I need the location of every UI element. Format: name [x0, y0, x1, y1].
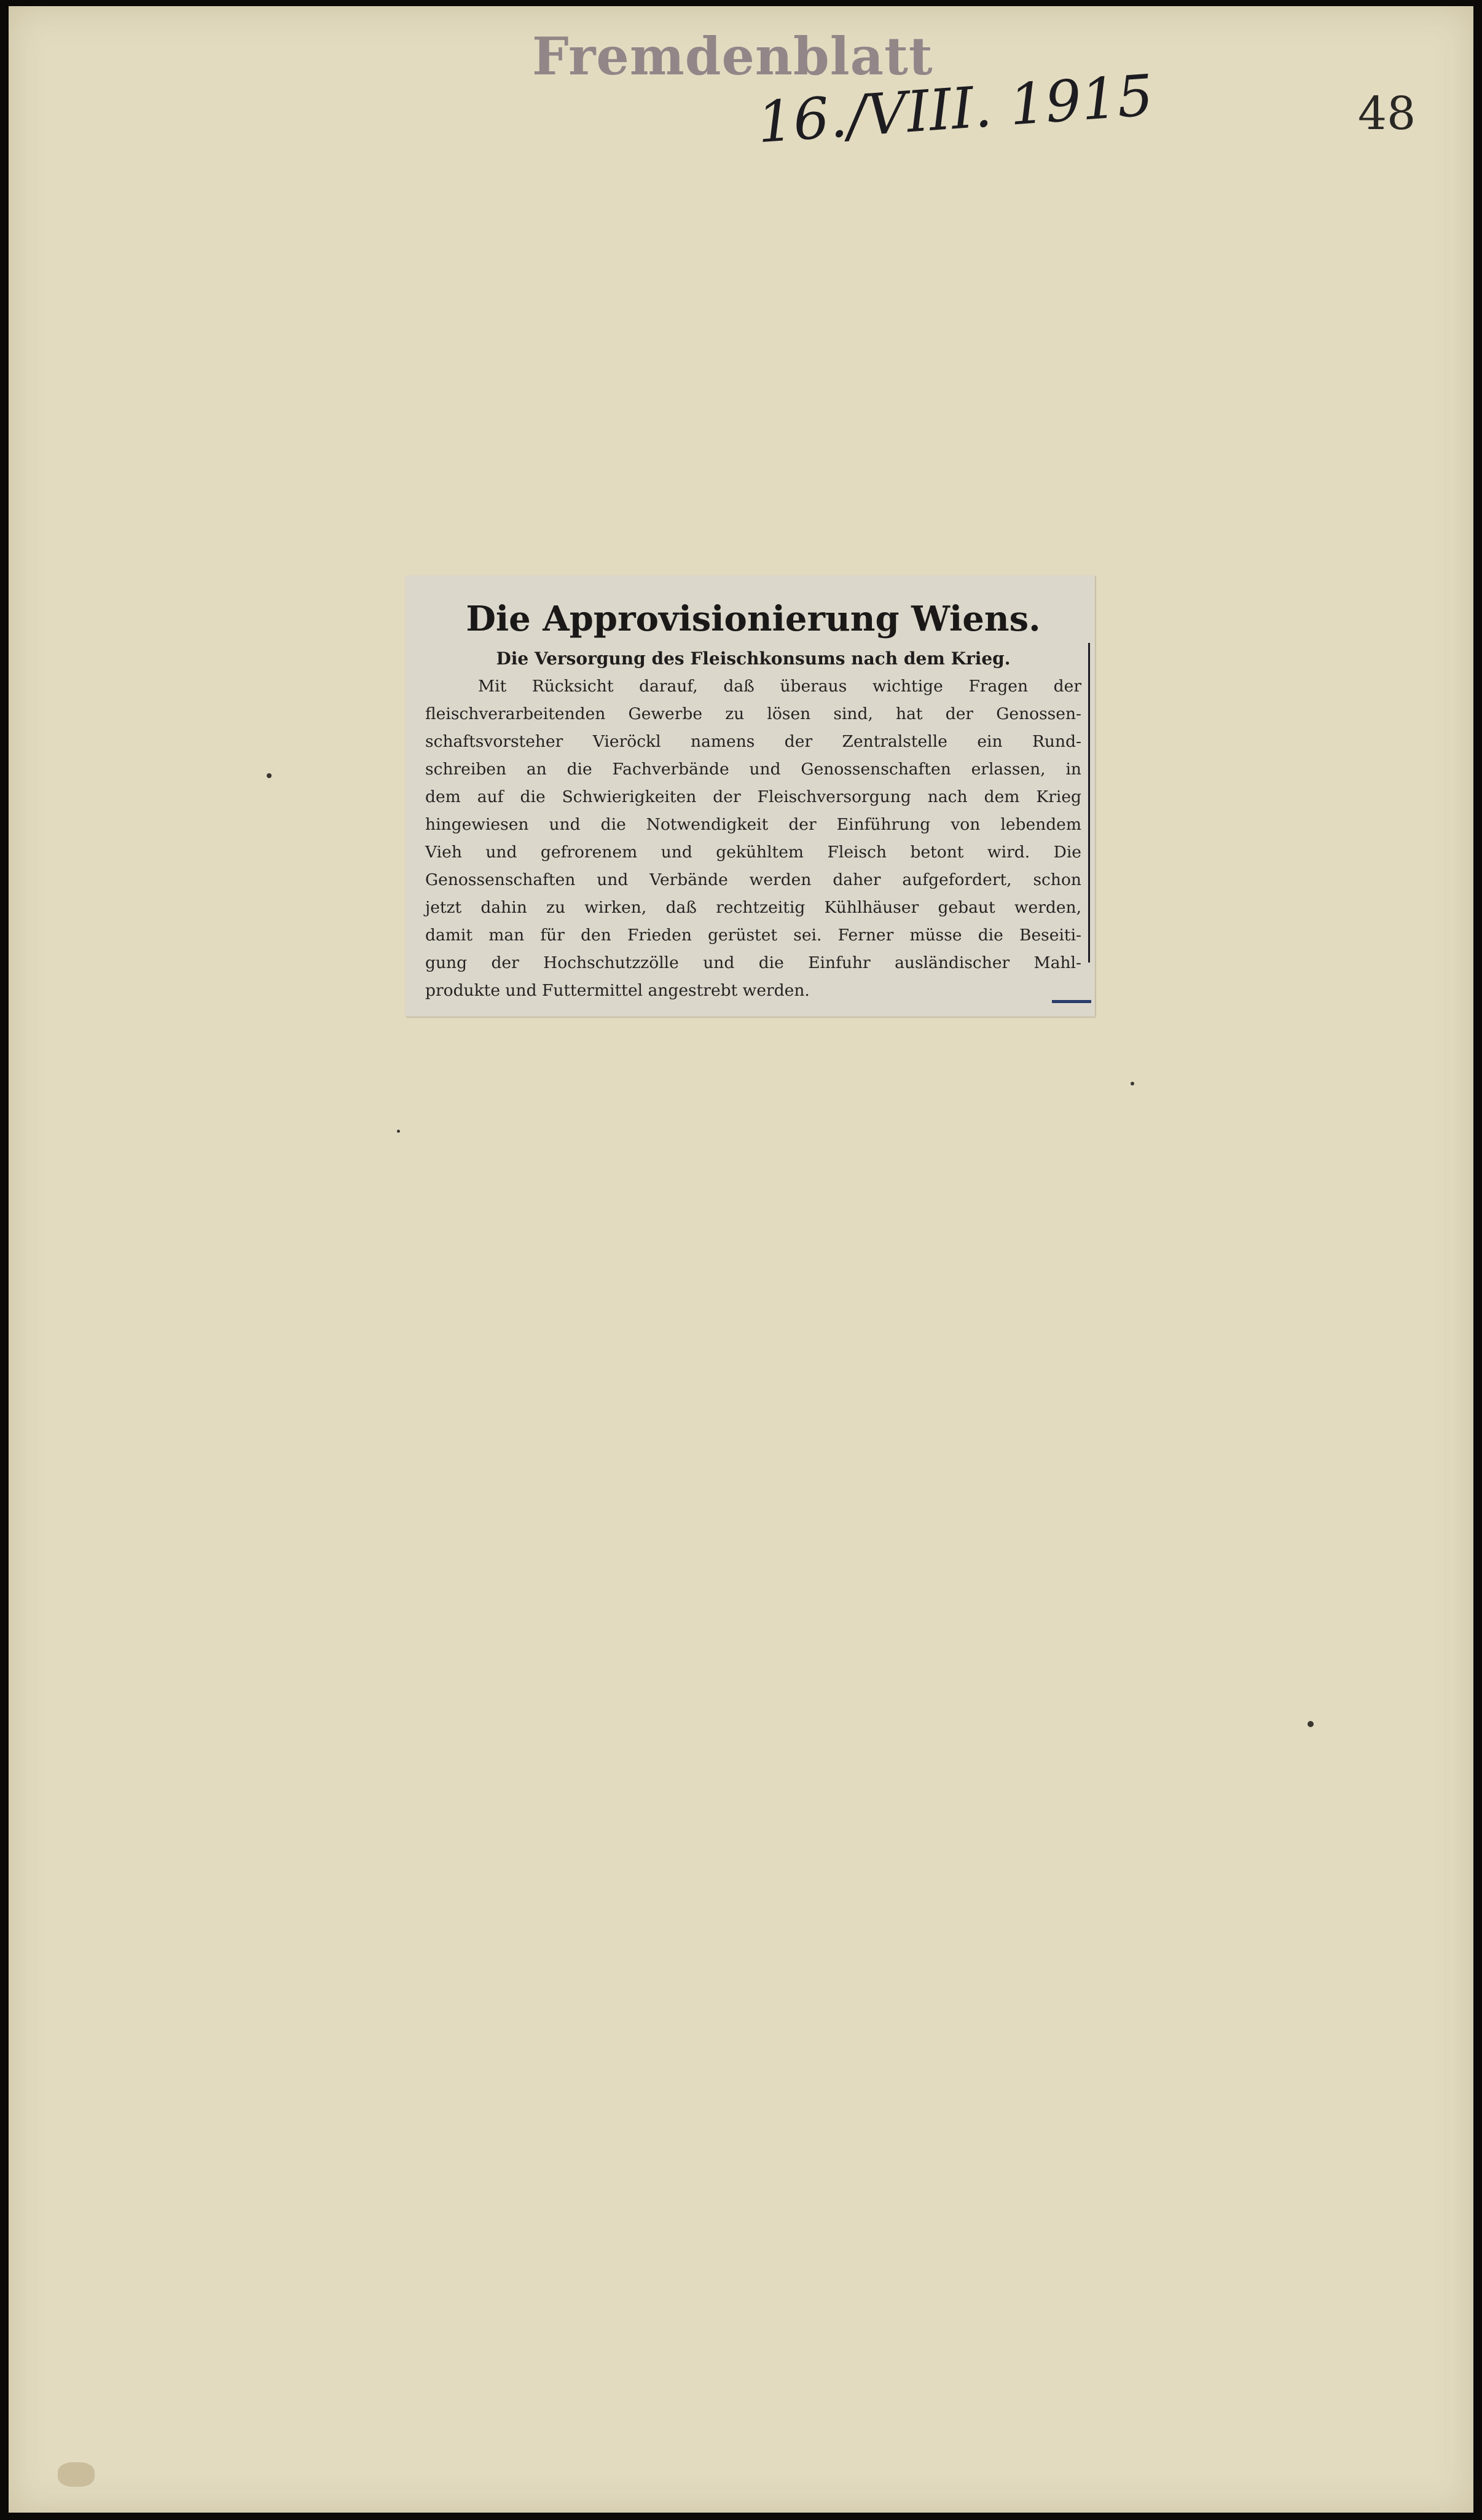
body-line: schreiben an die Fachverbände und Genossenschaften erlassen, in	[425, 760, 1081, 779]
paper-speck	[1131, 1082, 1134, 1085]
body-line: fleischverarbeitenden Gewerbe zu lösen sind, hat der Genossen-	[425, 704, 1081, 724]
body-line: schaftsvorsteher Vieröckl namens der Zentralstelle ein Rund-	[425, 732, 1081, 752]
handwritten-date: 16./VIII. 1915	[755, 62, 1156, 156]
body-line: jetzt dahin zu wirken, daß rechtzeitig Kühlhäuser gebaut werden,	[425, 898, 1081, 918]
paper-speck	[267, 773, 272, 778]
archive-sheet	[9, 6, 1473, 2513]
clipping-ink-mark	[1052, 1000, 1091, 1003]
body-line: Genossenschaften und Verbände werden daher aufgefordert, schon	[425, 870, 1081, 890]
newspaper-clipping	[406, 575, 1095, 1017]
newspaper-stamp: Fremdenblatt	[532, 26, 933, 87]
paper-stain	[58, 2462, 95, 2487]
page-number: 48	[1358, 87, 1416, 140]
paper-speck	[397, 1130, 400, 1133]
clipping-subheadline: Die Versorgung des Fleischkonsums nach dem Krieg.	[496, 648, 1011, 669]
body-line: gung der Hochschutzzölle und die Einfuhr ausländischer Mahl-	[425, 953, 1081, 973]
paper-speck	[1308, 1721, 1314, 1727]
body-line: hingewiesen und die Notwendigkeit der Einführung von lebendem	[425, 815, 1081, 835]
body-line: damit man für den Frieden gerüstet sei. Ferner müsse die Beseiti-	[425, 926, 1081, 945]
body-line: Vieh und gefrorenem und gekühltem Fleisch betont wird. Die	[425, 843, 1081, 862]
clipping-body	[425, 672, 1081, 1004]
body-line: dem auf die Schwierigkeiten der Fleischversorgung nach dem Krieg	[425, 787, 1081, 807]
clipping-headline: Die Approvisionierung Wiens.	[466, 599, 1041, 639]
body-line: Mit Rücksicht darauf, daß überaus wichtige Fragen der	[478, 677, 1081, 696]
body-line: produkte und Futtermittel angestrebt werden.	[425, 981, 810, 1001]
clipping-border-line	[1088, 643, 1090, 963]
